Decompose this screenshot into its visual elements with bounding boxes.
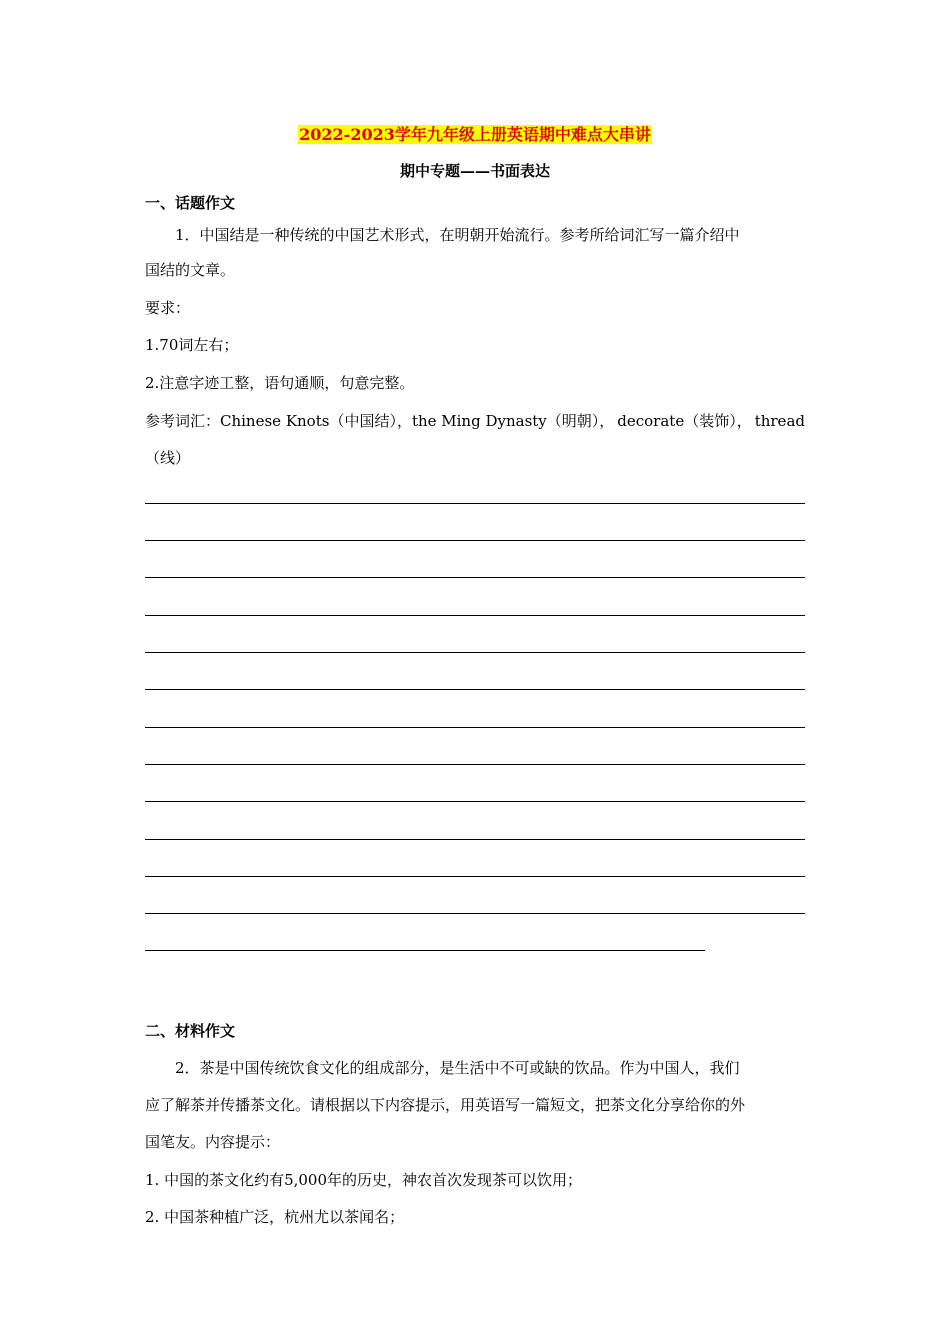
answer-line[interactable]: [145, 876, 805, 877]
section1-heading: 一、话题作文: [145, 194, 236, 212]
q1-prompt-line2: 国结的文章。: [145, 261, 236, 279]
q2-prompt-line2: 应了解茶并传播茶文化。请根据以下内容提示，用英语写一篇短文，把茶文化分享给你的外: [145, 1096, 746, 1114]
answer-line[interactable]: [145, 839, 805, 840]
answer-line[interactable]: [145, 577, 805, 578]
document-title-text: 2022-2023学年九年级上册英语期中难点大串讲: [299, 125, 651, 144]
requirement-1: 1.70词左右；: [145, 336, 239, 354]
requirements-label: 要求：: [145, 299, 191, 317]
answer-line[interactable]: [145, 615, 805, 616]
answer-line[interactable]: [145, 727, 805, 728]
content-point-2: 2. 中国茶种植广泛，杭州尤以茶闻名；: [145, 1208, 405, 1226]
section2-heading: 二、材料作文: [145, 1022, 236, 1040]
vocab-part-3: thread: [754, 412, 805, 430]
vocab-line: [145, 411, 805, 431]
content-point-1: 1. 中国的茶文化约有5,000年的历史，神农首次发现茶可以饮用；: [145, 1171, 583, 1189]
answer-line[interactable]: [145, 689, 805, 690]
vocab-line-2: （线）: [145, 449, 191, 467]
answer-line[interactable]: [145, 503, 805, 504]
answer-line[interactable]: [145, 950, 705, 951]
answer-line[interactable]: [145, 764, 805, 765]
answer-line[interactable]: [145, 540, 805, 541]
document-subtitle: 期中专题——书面表达: [399, 162, 550, 180]
vocab-part-1: 参考词汇：Chinese Knots（中国结），the Ming Dynasty（明朝），: [145, 412, 615, 430]
requirement-2: 2.注意字迹工整，语句通顺，句意完整。: [145, 374, 415, 392]
answer-line[interactable]: [145, 652, 805, 653]
q2-prompt-line1: 2．茶是中国传统饮食文化的组成部分，是生活中不可或缺的饮品。作为中国人，我们: [175, 1059, 740, 1077]
answer-line[interactable]: [145, 913, 805, 914]
q2-prompt-line3: 国笔友。内容提示：: [145, 1133, 281, 1151]
document-title: [0, 122, 950, 145]
q1-prompt-line1: 1．中国结是一种传统的中国艺术形式，在明朝开始流行。参考所给词汇写一篇介绍中: [175, 226, 740, 244]
vocab-part-2: decorate（装饰），: [617, 412, 752, 430]
answer-line[interactable]: [145, 801, 805, 802]
